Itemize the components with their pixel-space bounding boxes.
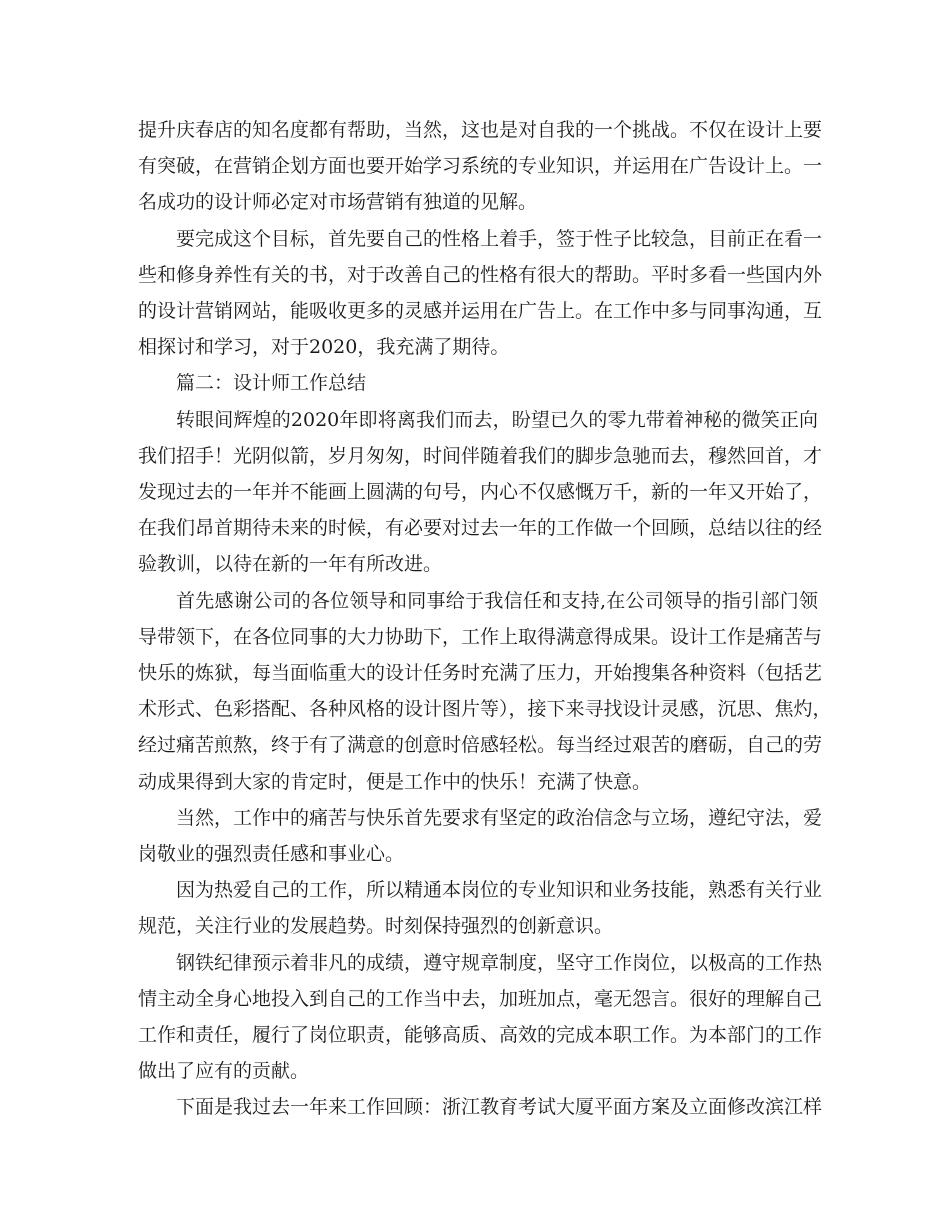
paragraph bbox=[138, 1089, 823, 1125]
paragraph bbox=[138, 800, 823, 872]
text-line: 首先感谢公司的各位领导和同事给于我信任和支持,在公司领导的指引部门领 bbox=[176, 589, 818, 612]
text-line: 我们招手！光阴似箭，岁月匆匆，时间伴随着我们的脚步急驰而去，穆然回首，才 bbox=[138, 444, 823, 467]
text-line: 的设计营销网站，能吸收更多的灵感并运用在广告上。在工作中多与同事沟通，互 bbox=[138, 300, 823, 323]
text-line: 有突破，在营销企划方面也要开始学习系统的专业知识，并运用在广告设计上。一 bbox=[138, 155, 823, 178]
text-line: 转眼间辉煌的2020年即将离我们而去，盼望已久的零九带着神秘的微笑正向 bbox=[176, 408, 818, 431]
text-line: 在我们昂首期待未来的时候，有必要对过去一年的工作做一个回顾，总结以往的经 bbox=[138, 517, 823, 540]
text-line: 钢铁纪律预示着非凡的成绩，遵守规章制度，坚守工作岗位，以极高的工作热 bbox=[176, 951, 823, 974]
text-line: 些和修身养性有关的书，对于改善自己的性格有很大的帮助。平时多看一些国内外 bbox=[138, 263, 823, 286]
text-line: 名成功的设计师必定对市场营销有独道的见解。 bbox=[138, 191, 538, 214]
paragraph bbox=[138, 112, 823, 221]
text-line: 下面是我过去一年来工作回顾：浙江教育考试大厦平面方案及立面修改滨江样 bbox=[176, 1096, 823, 1119]
paragraph bbox=[138, 872, 823, 944]
document-body bbox=[138, 112, 832, 1126]
paragraph bbox=[138, 221, 823, 366]
paragraph bbox=[138, 402, 823, 583]
text-line: 动成果得到大家的肯定时，便是工作中的快乐！充满了快意。 bbox=[138, 770, 652, 793]
text-line: 导带领下，在各位同事的大力协助下，工作上取得满意得成果。设计工作是痛苦与 bbox=[138, 625, 823, 648]
text-line: 工作和责任，履行了岗位职责，能够高质、高效的完成本职工作。为本部门的工作 bbox=[138, 1024, 823, 1047]
text-line: 当然，工作中的痛苦与快乐首先要求有坚定的政治信念与立场，遵纪守法，爱 bbox=[176, 806, 823, 829]
section-heading bbox=[138, 365, 818, 401]
text-line: 验教训，以待在新的一年有所改进。 bbox=[138, 553, 443, 576]
text-line: 相探讨和学习，对于2020，我充满了期待。 bbox=[138, 336, 510, 359]
text-line: 岗敬业的强烈责任感和事业心。 bbox=[138, 843, 405, 866]
paragraph bbox=[138, 583, 832, 800]
text-line: 情主动全身心地投入到自己的工作当中去，加班加点，毫无怨言。很好的理解自己 bbox=[138, 987, 823, 1010]
text-line: 提升庆春店的知名度都有帮助，当然，这也是对自我的一个挑战。不仅在设计上要 bbox=[138, 119, 823, 141]
paragraph bbox=[138, 945, 823, 1090]
text-line: 发现过去的一年并不能画上圆满的句号，内心不仅感慨万千，新的一年又开始了， bbox=[138, 481, 823, 504]
text-line: 因为热爱自己的工作，所以精通本岗位的专业知识和业务技能，熟悉有关行业 bbox=[176, 879, 823, 902]
text-line: 经过痛苦煎熬，终于有了满意的创意时倍感轻松。每当经过艰苦的磨砺，自己的劳 bbox=[138, 734, 823, 757]
text-line: 要完成这个目标，首先要自己的性格上着手，签于性子比较急，目前正在看一 bbox=[176, 227, 823, 250]
heading-text: 篇二：设计师工作总结 bbox=[176, 372, 367, 395]
text-line: 做出了应有的贡献。 bbox=[138, 1060, 310, 1083]
text-line: 术形式、色彩搭配、各种风格的设计图片等），接下来寻找设计灵感，沉思、焦灼， bbox=[138, 698, 832, 721]
text-line: 快乐的炼狱，每当面临重大的设计任务时充满了压力，开始搜集各种资料（包括艺 bbox=[138, 662, 823, 685]
text-line: 规范，关注行业的发展趋势。时刻保持强烈的创新意识。 bbox=[138, 915, 614, 938]
